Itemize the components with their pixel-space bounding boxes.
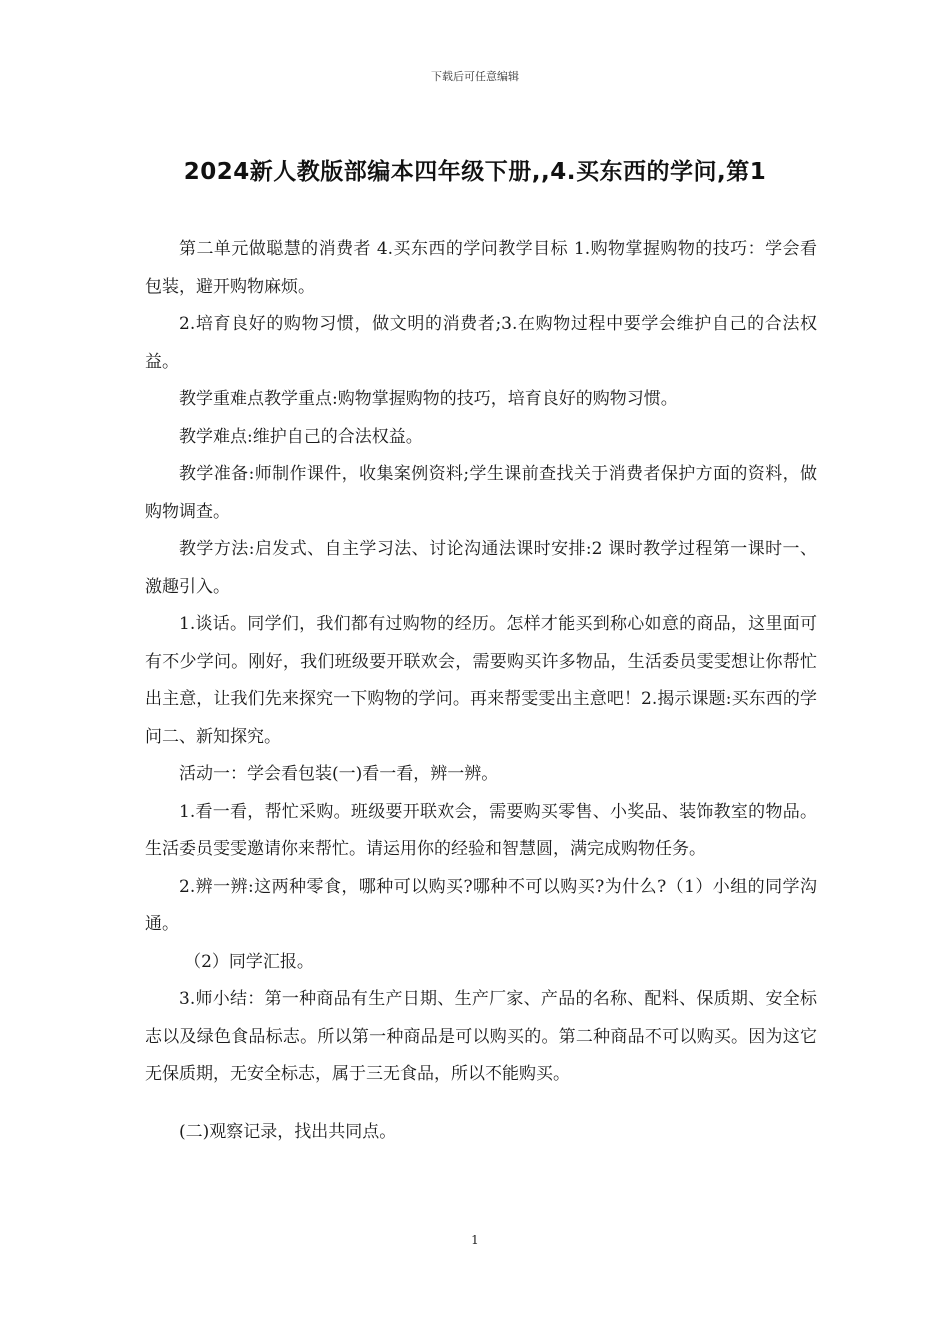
paragraph-preparation: 教学准备:师制作课件，收集案例资料;学生课前查找关于消费者保护方面的资料，做购物调查。 — [145, 464, 817, 522]
paragraph-key-points: 教学重难点教学重点:购物掌握购物的技巧，培育良好的购物习惯。 — [179, 389, 678, 409]
paragraph-objectives: 第二单元做聪慧的消费者 4.买东西的学问教学目标 1.购物掌握购物的技巧：学会看包装，避开购物麻烦。 — [145, 239, 817, 297]
paragraph-summary: 3.师小结：第一种商品有生产日期、生产厂家、产品的名称、配料、保质期、安全标志以及绿色食品标志。所以第一种商品是可以购买的。第二种商品不可以购买。因为这它无保质期，无安全标志，属于三无食品，所以不能购买。 — [145, 989, 817, 1084]
paragraph-identify: 2.辨一辨:这两种零食，哪种可以购买?哪种不可以购买?为什么?（1）小组的同学沟通。 — [145, 876, 817, 934]
document-body — [145, 231, 817, 1151]
paragraph-difficulties: 教学难点:维护自己的合法权益。 — [179, 426, 423, 447]
paragraph-report: （2）同学汇报。 — [184, 951, 314, 972]
document-title: 2024新人教版部编本四年级下册,,4.买东西的学问,第1 — [183, 159, 767, 185]
paragraph-objectives-2: 2.培育良好的购物习惯，做文明的消费者;3.在购物过程中要学会维护自己的合法权益。 — [145, 314, 817, 372]
paragraph-talk: 1.谈话。同学们，我们都有过购物的经历。怎样才能买到称心如意的商品，这里面可有不少学问。刚好，我们班级要开联欢会，需要购买许多物品，生活委员雯雯想让你帮忙出主意，让我们先来探究一下购物的学问。再来帮雯雯出主意吧！2.揭示课题:买东西的学问二、新知探究。 — [145, 614, 817, 747]
paragraph-gap — [145, 1094, 817, 1114]
paragraph-look: 1.看一看，帮忙采购。班级要开联欢会，需要购买零售、小奖品、装饰教室的物品。生活委员雯雯邀请你来帮忙。请运用你的经验和智慧圆，满完成购物任务。 — [145, 801, 817, 859]
header-note: 下载后可任意编辑 — [431, 70, 519, 83]
page-number: 1 — [471, 1233, 479, 1247]
paragraph-activity-1: 活动一：学会看包装(一)看一看，辨一辨。 — [179, 764, 499, 784]
paragraph-observe: (二)观察记录，找出共同点。 — [179, 1121, 397, 1142]
paragraph-methods: 教学方法:启发式、自主学习法、讨论沟通法课时安排:2 课时教学过程第一课时一、激趣引入。 — [145, 539, 817, 597]
